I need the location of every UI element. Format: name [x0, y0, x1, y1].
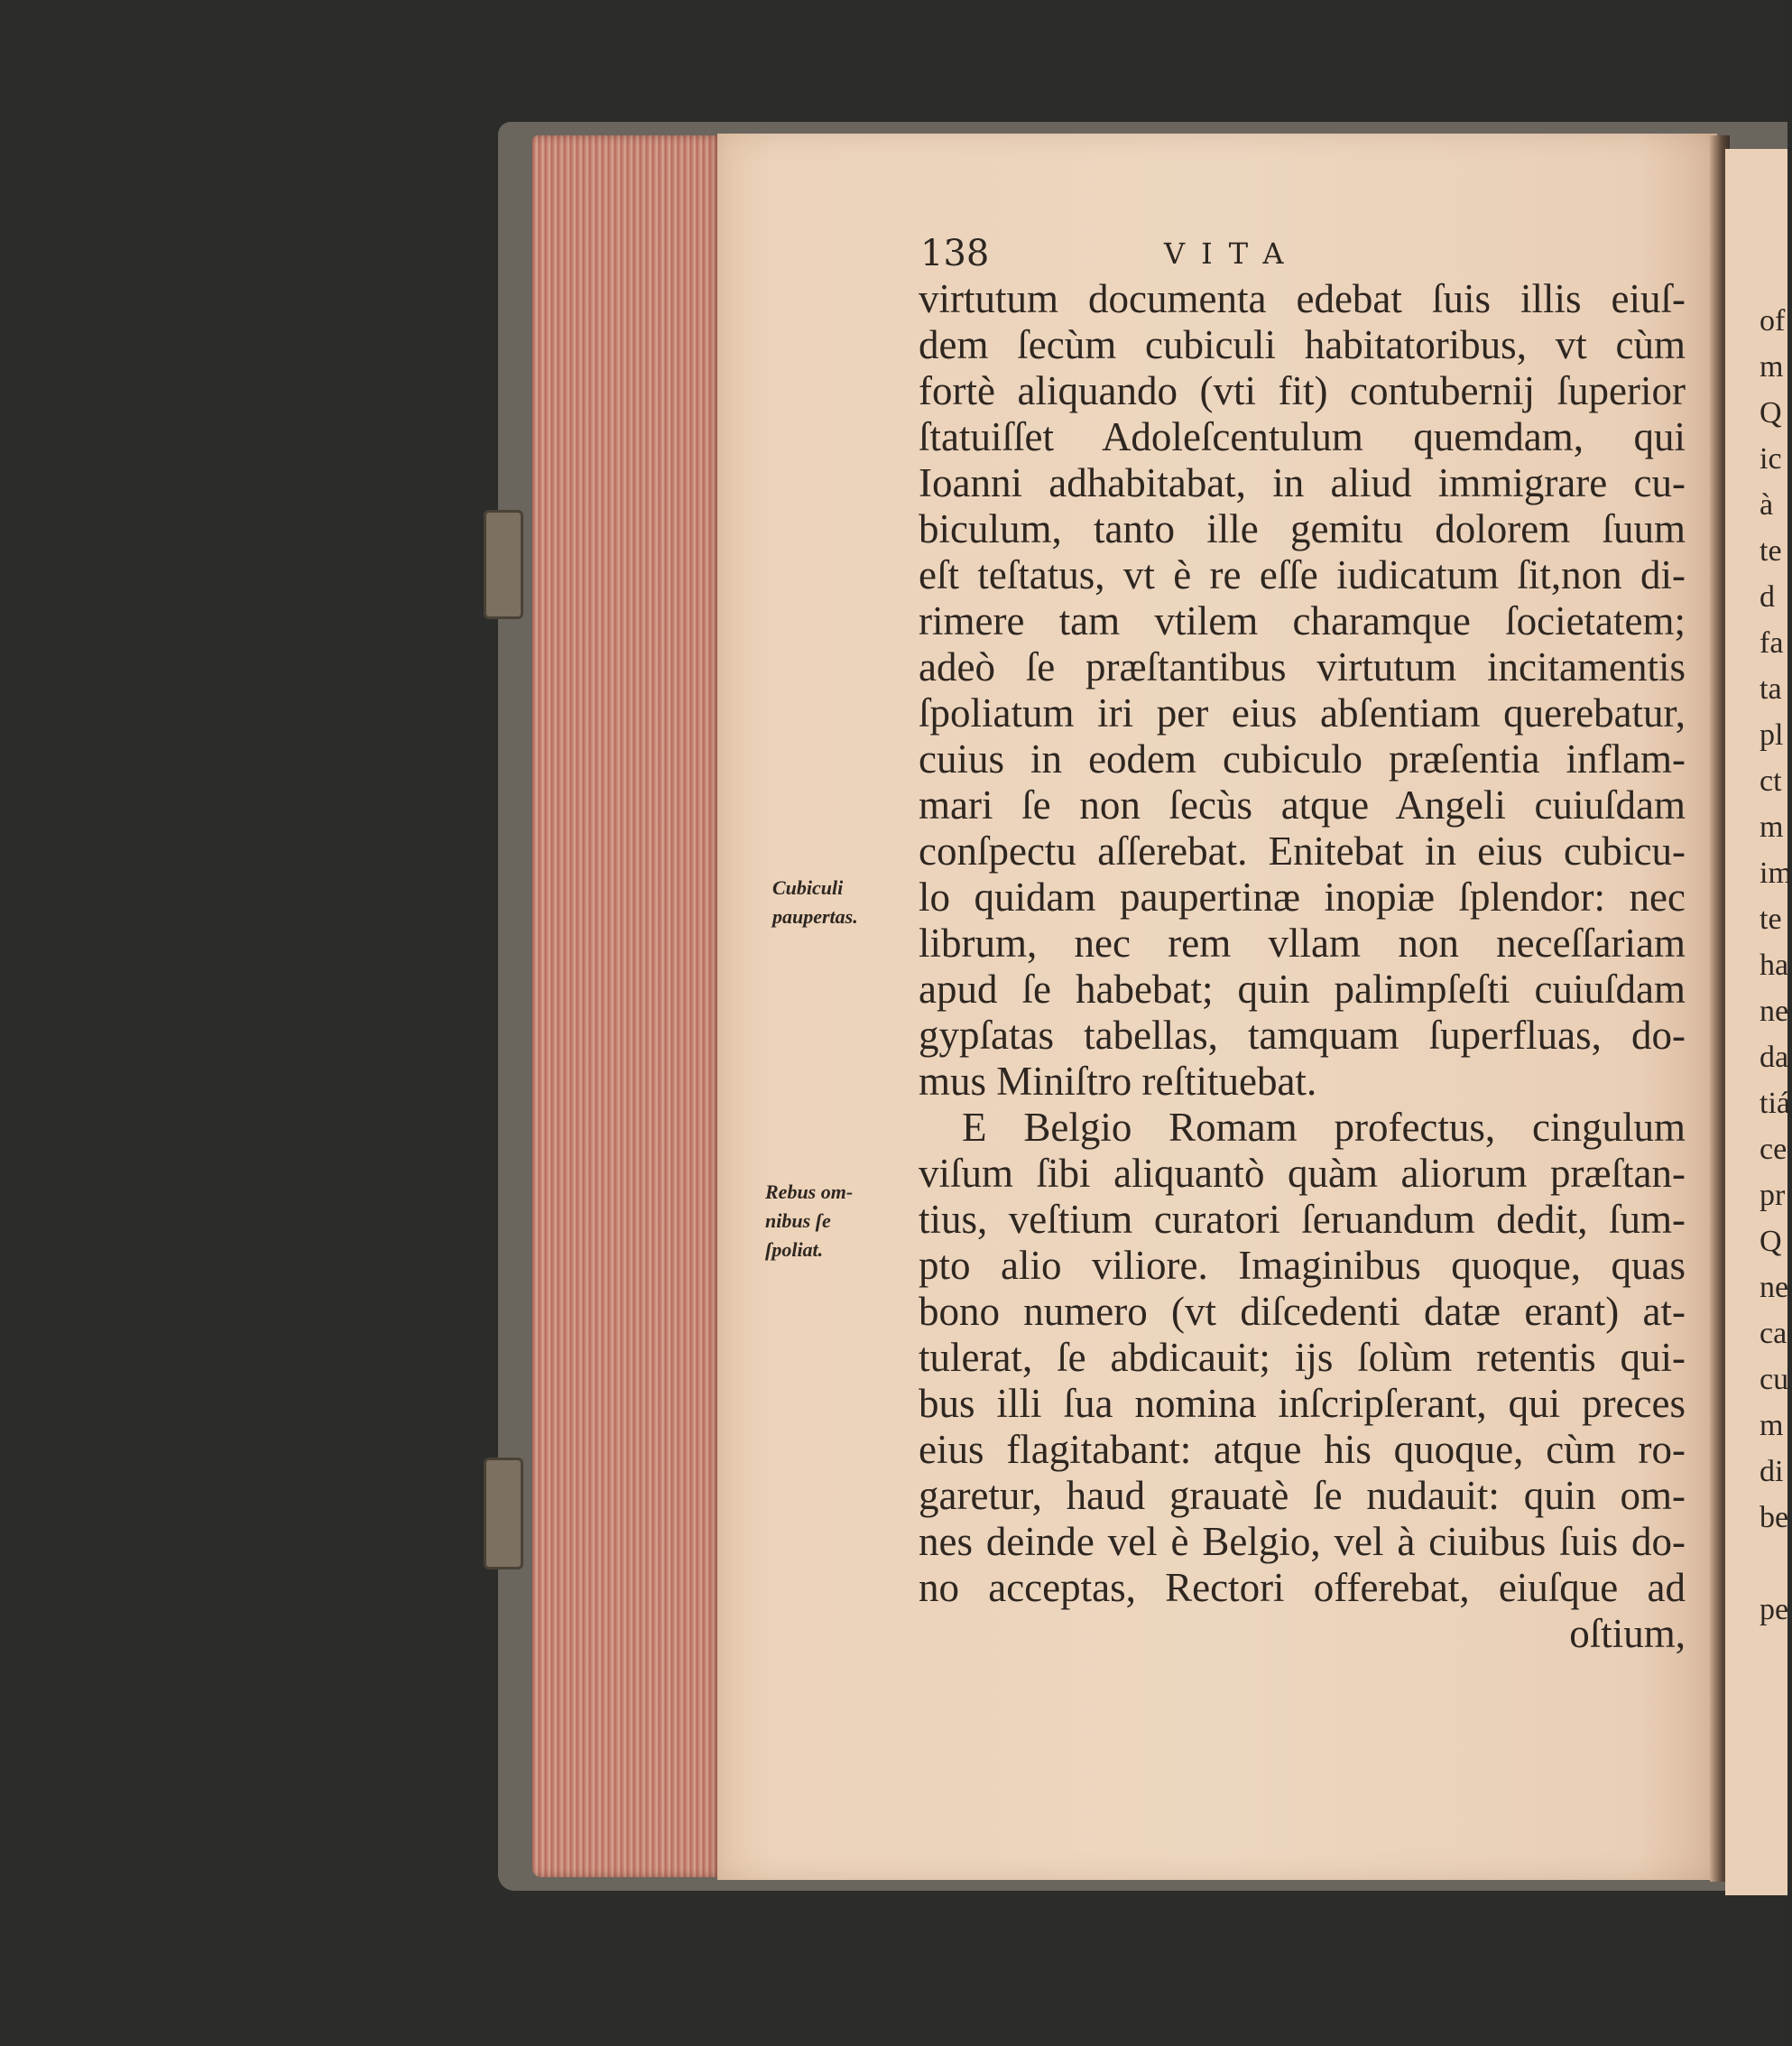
text-line: cuius in eodem cubiculo præſentia inflam-	[919, 736, 1686, 782]
text-line: E Belgio Romam profectus, cingulum	[962, 1105, 1686, 1150]
running-title: VITA	[1164, 236, 1300, 271]
clasp-icon	[484, 510, 523, 619]
text-line: bus illi ſua nomina inſcripſerant, qui preces	[919, 1381, 1686, 1426]
facing-page-fragment: da	[1760, 1041, 1789, 1074]
facing-page-fragment: m	[1760, 1409, 1784, 1442]
marginal-note	[765, 1178, 853, 1264]
facing-page-fragment: ic	[1760, 442, 1782, 476]
facing-page-fragment: pl	[1760, 718, 1784, 752]
body-text	[919, 276, 1686, 1657]
clasp-icon	[484, 1458, 523, 1569]
text-line: ſpoliatum iri per eius abſentiam querebatur,	[919, 690, 1686, 736]
text-line: adeò ſe præſtantibus virtutum incitamentis	[919, 644, 1686, 690]
text-line: garetur, haud grauatè ſe nudauit: quin om-	[919, 1473, 1686, 1518]
page-number: 138	[920, 233, 990, 274]
catchword: oſtium,	[1569, 1611, 1686, 1656]
facing-page-fragment: à	[1760, 488, 1774, 522]
facing-page-text	[1760, 298, 1792, 1633]
facing-page-fragment: tiá	[1760, 1087, 1790, 1120]
text-line: mus Miniſtro reſtituebat.	[919, 1059, 1317, 1104]
facing-page-fragment: cu	[1760, 1363, 1789, 1396]
facing-page-fragment: ne	[1760, 1271, 1789, 1304]
text-line: tulerat, ſe abdicauit; ijs ſolùm retentis qui-	[919, 1335, 1686, 1380]
marginal-note-line: nibus ſe	[765, 1209, 831, 1232]
text-line: virtutum documenta edebat ſuis illis eiuſ-	[919, 276, 1686, 321]
text-line: bono numero (vt diſcedenti datæ erant) at-	[919, 1289, 1686, 1334]
facing-page-fragment: ct	[1760, 764, 1782, 798]
facing-page-fragment: im	[1760, 856, 1792, 890]
facing-page-fragment: ca	[1760, 1317, 1787, 1350]
text-line: rimere tam vtilem charamque ſocietatem;	[919, 598, 1686, 643]
text-line: conſpectu aſſerebat. Enitebat in eius cubicu-	[919, 829, 1686, 874]
text-line: apud ſe habebat; quin palimpſeſti cuiuſdam	[919, 967, 1686, 1012]
facing-page-fragment: of	[1760, 304, 1786, 338]
facing-page-fragment: ne	[1760, 995, 1789, 1028]
facing-page-fragment: Q	[1760, 1225, 1782, 1258]
text-line: librum, nec rem vllam non neceſſariam	[919, 921, 1686, 966]
marginal-note-line: Cubiculi	[772, 876, 844, 899]
facing-page-fragment: ce	[1760, 1133, 1787, 1166]
facing-page-fragment: ta	[1760, 672, 1782, 706]
text-line: gypſatas tabellas, tamquam ſuperfluas, do-	[919, 1013, 1686, 1058]
facing-page-fragment: fa	[1760, 626, 1784, 660]
facing-page-fragment: pr	[1760, 1179, 1786, 1212]
text-line: Ioanni adhabitabat, in aliud immigrare cu-	[919, 460, 1686, 505]
facing-page-fragment: te	[1760, 534, 1782, 568]
text-line: ſtatuiſſet Adoleſcentulum quemdam, qui	[919, 414, 1686, 459]
facing-page-fragment: te	[1760, 903, 1782, 936]
text-line: fortè aliquando (vti fit) contubernij ſuperior	[919, 368, 1686, 413]
text-line: lo quidam paupertinæ inopiæ ſplendor: nec	[919, 875, 1686, 920]
text-line: pto alio viliore. Imaginibus quoque, quas	[919, 1243, 1686, 1288]
text-line: nes deinde vel è Belgio, vel à ciuibus ſuis do-	[919, 1519, 1686, 1564]
text-line: dem ſecùm cubiculi habitatoribus, vt cùm	[919, 322, 1686, 367]
text-line: tius, veſtium curatori ſeruandum dedit, ſum-	[919, 1197, 1686, 1242]
text-line: eius flagitabant: atque his quoque, cùm ro-	[919, 1427, 1686, 1472]
marginal-note	[772, 874, 858, 931]
facing-page-fragment: be	[1760, 1501, 1789, 1534]
marginal-note-line: ſpoliat.	[765, 1238, 824, 1261]
facing-page-fragment	[1760, 1541, 1787, 1587]
text-line: viſum ſibi aliquantò quàm aliorum præſtan-	[919, 1151, 1686, 1196]
text-line: biculum, tanto ille gemitu dolorem ſuum	[919, 506, 1686, 551]
facing-page-fragment: di	[1760, 1455, 1784, 1488]
marginal-note-line: paupertas.	[772, 905, 858, 928]
facing-page-fragment: ha	[1760, 949, 1789, 982]
page-edges	[532, 135, 722, 1877]
facing-page-fragment: Q	[1760, 396, 1782, 430]
facing-page-fragment: m	[1760, 810, 1784, 844]
facing-page-fragment: pe	[1760, 1593, 1789, 1626]
marginal-note-line: Rebus om-	[765, 1180, 854, 1203]
text-line: mari ſe non ſecùs atque Angeli cuiuſdam	[919, 782, 1686, 828]
text-line: eſt teſtatus, vt è re eſſe iudicatum ſit,non di-	[919, 552, 1686, 597]
facing-page-fragment: d	[1760, 580, 1775, 614]
text-line: no acceptas, Rectori offerebat, eiuſque ad	[919, 1565, 1686, 1610]
facing-page-fragment: m	[1760, 350, 1784, 384]
